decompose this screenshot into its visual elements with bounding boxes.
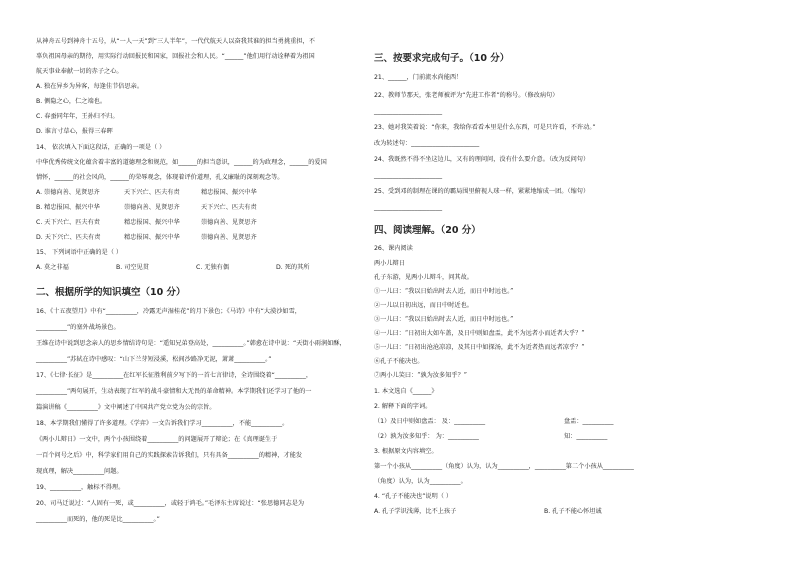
q21: 21、______，门前流水尚能西！ (374, 74, 463, 81)
q13-option-d: D. 谁言寸草心，报得三春晖 (36, 128, 113, 135)
q23-line-2: 改为转述句：______________________ (374, 140, 480, 147)
reading-q2-item1-b: 盘盂：__________ (564, 418, 614, 425)
q15-option-a: A. 莫之非福 (36, 264, 69, 271)
passage-line: ⑥孔子不能决也。 (374, 358, 424, 365)
q24-line-1: 24、我既然不得不坐这边儿，又有的理问问，没有什么要介意。（改为反问句） (374, 156, 590, 163)
passage-line: ③一儿曰：“我以日始出时去人近，而日中时远也。” (374, 316, 514, 323)
q13-option-c: C. 春蚕同年年，王孙归不归。 (36, 113, 119, 120)
q16-line-3: 王维在诗中说到思念亲人的思乡情结诗句是：“遥知兄弟登高处，__________。”韩愈在诗中说：“天街小雨润如酥， (36, 340, 346, 347)
q20-line-2: __________而死的，他的死是比__________。” (36, 516, 160, 523)
reading-q2-item2: （2）孰为汝多知乎： 为：__________ (374, 433, 479, 440)
q14-row2-a: B. 精忠报国、振兴中华 (36, 204, 100, 211)
intro-line-1: 从神舟五号到神舟十五号，从“一人一天”到“三人半年”，一代代航天人以奋我其谁的担当勇挑重担，不 (36, 38, 315, 45)
q15-option-c: C. 无独有偶 (196, 264, 230, 271)
passage-line: ②一儿以日初出远，而日中时近也。 (374, 302, 473, 309)
q24-answer-line: ______________________ (374, 172, 443, 179)
section4-title: 四、阅读理解。（20 分） (374, 225, 481, 236)
q15-stem: 15、 下列词语中正确的是（ ） (36, 249, 123, 256)
q22-answer-line: ______________________ (374, 108, 443, 115)
reading-q2-item1: （1）及日中则如盘盂： 及：__________ (374, 418, 486, 425)
passage-line: ④一儿曰：“日初出大如车盖，及日中则如盘盂，此不为远者小而近者大乎？” (374, 330, 585, 337)
q25-answer-line: ______________________ (374, 204, 443, 211)
q14-row3-c: 崇德向善、见贤思齐 (201, 219, 257, 226)
q14-row4-a: D. 天下兴亡、匹夫有责 (36, 234, 101, 241)
reading-q3-line-1: 第一个小孩从__________（角度）认为，认为__________，__________第二个小孩从__________ (374, 463, 634, 470)
q19: 19、__________，触标不得理。 (36, 484, 125, 491)
intro-line-3: 航天事业奉献一切的赤子之心。 (36, 68, 123, 75)
q17-line-3: 篇演讲稿《__________》文中阐述了中国共产党立党为公的宗旨。 (36, 404, 216, 411)
q14-row3-a: C. 天下兴亡、匹夫有责 (36, 219, 100, 226)
q17-line-1: 17、《七律·长征》是__________在红军长征胜利前夕写下的一首七言律诗，全诗围绕着“__________， (36, 372, 313, 379)
passage-line: ①一儿曰：“我以日始出时去人近，而日中时远也。” (374, 288, 514, 295)
q18-line-4: 现真理，解决__________问题。 (36, 468, 123, 475)
q16-line-4: __________”苏轼在诗中感叹：“山下兰芽短浸溪，松间沙路净无泥，萧萧__________。” (36, 356, 272, 363)
q17-line-2: __________”两句展开，生动表现了红军的战斗豪情和大无畏的革命精神。本学期我们还学习了他的一 (36, 388, 312, 395)
q14-row4-c: 崇德向善、见贤思齐 (201, 234, 257, 241)
reading-q3-line-2: （角度）认为，认为__________。 (374, 478, 467, 485)
q14-row1-c: 精忠报国、振兴中华 (201, 189, 257, 196)
section2-title: 二、根据所学的知识填空（10 分） (36, 287, 186, 298)
q18-line-3: 一百个问号之后》中，科学家们用自己的实践探索告诉我们，只有具备__________的精神，才能发 (36, 452, 303, 459)
q15-option-d: D. 死的其所 (276, 264, 310, 271)
q16-line-2: __________”的塞外战场景色。 (36, 324, 120, 331)
q14-row1-b: 天下兴亡、匹夫有责 (124, 189, 180, 196)
passage-line: ⑦两小儿笑曰：“孰为汝多知乎？” (374, 372, 467, 379)
reading-q4: 4. “孔子不能决也”说明（ ） (374, 493, 453, 500)
q25-line-1: 25、受到邓的制理在课的的霸局围里俯视人球一样，紧紧地缩成一团。（缩句） (374, 188, 590, 195)
q14-row2-c: 天下兴亡、匹夫有责 (201, 204, 257, 211)
reading-q2: 2. 解释下面的字词。 (374, 403, 432, 410)
q16-line-1: 16、《十五夜望月》中有“__________，冷露无声湿桂花”的月下景色；《马诗》中有“大漠沙如雪， (36, 308, 301, 315)
passage-title: 两小儿辩日 (374, 260, 405, 267)
passage-line: ⑤一儿曰：“日初出沧沧凉凉，及其日中如探汤，此不为近者热而远者凉乎？” (374, 344, 585, 351)
passage-line: 孔子东游，见两小儿辩斗，问其故。 (374, 274, 473, 281)
q18-line-2: 《两小儿辩日》一文中，两个小孩围绕着__________的问题展开了辩论；在《真理诞生于 (36, 436, 278, 443)
q22-line-1: 22、教师节那天，张老师被评为“先进工作者”的称号。（修改病句） (374, 92, 559, 99)
reading-label: 26、课内阅读 (374, 245, 413, 252)
q20-line-1: 20、司马迁说过：“人固有一死，或__________，或轻于鸿毛。”毛泽东主席说过：“张思德同志是为 (36, 500, 305, 507)
reading-q3: 3. 根据原文内容填空。 (374, 448, 438, 455)
q13-option-b: B. 侧隐之心，仁之端也。 (36, 98, 107, 105)
q14-body-2: 情怀，______的社会风尚，______的荣辱观念，体现着评价道理，孔义廉耻的深刻观念等。 (36, 174, 284, 181)
reading-q1: 1. 本文选自《______》 (374, 388, 438, 395)
reading-q4-option-b: B. 孔子不能心怀坦诚 (544, 508, 602, 515)
q14-row2-b: 崇德向善、见贤思齐 (124, 204, 180, 211)
q14-row1-a: A. 崇德向善、见贤思齐 (36, 189, 100, 196)
q14-stem: 14、 依次填入下面这段话，正确的一项是（ ） (36, 144, 166, 151)
q15-option-b: B. 司空见贯 (116, 264, 149, 271)
q14-body-1: 中华优秀传统文化蕴含着丰富的道德理念和规范，如______的担当意识，______的为政理念，______的爱国 (36, 159, 327, 166)
intro-line-2: 辜负祖国母亲的期待，用实际行动回报民和国家，回报社会和人民。“______”他们用行动诠释着为祖国 (36, 53, 315, 60)
q14-row4-b: 精忠报国、振兴中华 (124, 234, 180, 241)
q18-line-1: 18、本学期我们懂得了许多道理。《学弈》一文告诉我们学习__________，不能__________。 (36, 420, 289, 427)
reading-q4-option-a: A. 孔子学识浅薄，比不上孩子 (374, 508, 457, 515)
q13-option-a: A. 独在异乡为异客，每逢佳节倍思亲。 (36, 83, 144, 90)
reading-q2-item2-b: 知：__________ (564, 433, 608, 440)
q23-line-1: 23、她对我笑着说：“你来，我给你看看本里是什么东西，可是只许看，不许动。” (374, 124, 596, 131)
q14-row3-b: 精忠报国、振兴中华 (124, 219, 180, 226)
section3-title: 三、按要求完成句子。（10 分） (374, 53, 510, 64)
